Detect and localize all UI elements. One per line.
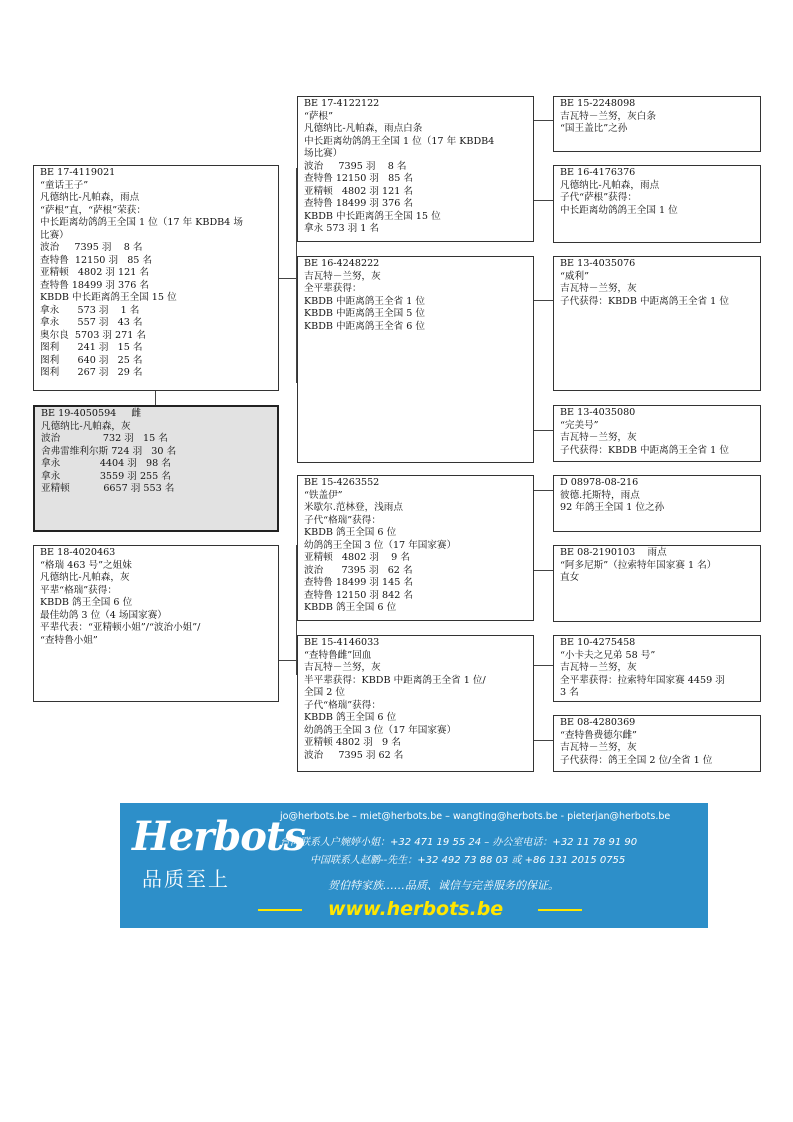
pedigree-line: 92 年鸽王全国 1 位之孙 [560,502,665,513]
pedigree-line: BE 15-4146033 [304,637,380,648]
pedigree-line: “小卡夫之兄弟 58 号” [560,649,656,661]
pedigree-line: 子代获得：鸽王全国 2 位/全省 1 位 [560,754,713,766]
banner-divider [538,909,582,911]
connector [533,740,553,741]
connector [533,120,553,121]
pedigree-line: 波治 732 羽 15 名 [41,433,168,444]
ancestor-card [553,256,761,391]
pedigree-line: 查特鲁 12150 羽 85 名 [40,254,153,266]
pedigree-line: 凡德纳比-凡帕森，雨点 [40,192,140,203]
pedigree-line: 米歇尔.范林登，浅雨点 [304,502,403,513]
pedigree-line: 波治 7395 羽 8 名 [304,160,407,172]
pedigree-line: BE 18-4020463 [40,547,116,558]
pedigree-line: 吉瓦特－兰努，灰 [560,662,637,673]
sire-sire-card [297,96,534,242]
pedigree-line: 查特鲁 18499 羽 376 名 [40,279,149,291]
pedigree-line: “铁盖伊” [304,489,343,501]
pedigree-line: 吉瓦特－兰努，灰 [304,662,381,673]
pedigree-line: 吉瓦特－兰努，灰 [560,283,637,294]
pedigree-line: 凡德纳比-凡帕森，灰 [40,572,130,583]
pedigree-line: 亚精顿 4802 羽 121 名 [304,185,413,197]
pedigree-line: 吉瓦特－兰努，灰 [304,270,381,282]
pedigree-line: 凡德纳比-凡帕森，灰 [41,420,131,432]
ancestor-card [553,405,761,462]
pedigree-line: “完美号” [560,419,599,431]
pedigree-line: KBDB 中距离鸽王全国 5 位 [304,308,425,319]
pedigree-line: 幼鸽鸽王全国 3 位（17 年国家赛） [304,539,457,551]
pedigree-line: 全国 2 位 [304,687,345,698]
pedigree-line: 凡德纳比-凡帕森，雨点 [560,179,660,191]
pedigree-line: 奥尔良 5703 羽 271 名 [40,329,146,341]
connector [155,391,156,405]
pedigree-line: 拿永 573 羽 1 名 [304,223,379,234]
pedigree-line: 查特鲁 12150 羽 842 名 [304,589,413,601]
pedigree-line: 幼鸽鸽王全国 3 位（17 年国家赛） [304,724,457,736]
pedigree-line: BE 15-2248098 [560,98,636,109]
connector [278,660,297,661]
pedigree-line: 吉瓦特－兰努，灰 [560,742,637,753]
pedigree-line: 波治 7395 羽 62 名 [304,564,413,576]
pedigree-line: 查特鲁 12150 羽 85 名 [304,173,413,184]
pedigree-line: KBDB 鸽王全国 6 位 [304,602,397,613]
pedigree-line: KBDB 鸽王全国 6 位 [40,597,133,608]
pedigree-line: KBDB 鸽王全国 6 位 [304,712,397,723]
pedigree-line: 平辈“格瑞”获得： [40,584,117,596]
pedigree-line: 平辈代表：“亚精顿小姐”/“波治小姐”/ [40,622,201,633]
banner-divider [258,909,302,911]
pedigree-line: BE 10-4275458 [560,637,636,648]
pedigree-line: 3 名 [560,687,579,698]
pedigree-line: “查特鲁雌”回血 [304,649,372,661]
pedigree-line: “威利” [560,270,589,282]
banner-taiwan-contact: 台湾联系人户婉婷小姐：+32 471 19 55 24 – 办公室电话：+32 11 78 91 90 [280,837,638,848]
pedigree-line: 子代获得：KBDB 中距离鸽王全省 1 位 [560,295,729,307]
herbots-banner [120,803,708,928]
pedigree-line: “国王盖比”之孙 [560,123,628,134]
pedigree-line: BE 16-4176376 [560,167,636,178]
pedigree-line: 亚精顿 4802 羽 9 名 [304,552,410,563]
pedigree-line: 亚精顿 6657 羽 553 名 [41,483,175,494]
ancestor-card [553,635,761,702]
pedigree-line: 拿永 4404 羽 98 名 [41,458,171,469]
pedigree-line: KBDB 中长距离鸽王全国 15 位 [304,210,441,222]
banner-slogan: 品质至上 [142,867,230,891]
pedigree-line: KBDB 鸽王全国 6 位 [304,527,397,538]
pedigree-line: 中长距离幼鸽鸽王全国 1 位（17 年 KBDB4 [304,135,495,147]
pedigree-line: 查特鲁 18499 羽 145 名 [304,577,413,588]
pedigree-line: 全平辈获得：拉索特年国家赛 4459 羽 [560,674,725,686]
connector [533,570,553,571]
pedigree-line: BE 13-4035080 [560,407,636,418]
pedigree-line: 图利 267 羽 29 名 [40,367,143,378]
sire-card [33,165,279,391]
dam-card [33,545,279,702]
connector [278,278,297,279]
banner-china-contact: 中国联系人赵鹏--先生：+32 492 73 88 03 或 +86 131 2015 0755 [310,855,626,866]
dam-dam-card [297,635,534,772]
banner-emails: jo@herbots.be – miet@herbots.be – wangting@herbots.be - pieterjan@herbots.be [280,811,671,822]
pedigree-line: KBDB 中距离鸽王全省 1 位 [304,295,425,307]
connector [533,430,553,431]
pedigree-line: 子代获得：KBDB 中距离鸽王全省 1 位 [560,444,729,456]
pedigree-line: “阿多尼斯”（拉索特年国家赛 1 名） [560,559,717,571]
herbots-logo: Herbots [132,813,305,860]
connector [533,665,553,666]
ancestor-card [553,96,761,152]
pedigree-line: BE 16-4248222 [304,258,380,269]
pedigree-line: “格瑞 463 号”之姐妹 [40,559,132,571]
pedigree-line: 子代“萨根”获得： [560,192,637,203]
banner-tagline: 贺伯特家族……品质、诚信与完善服务的保证。 [328,879,559,892]
pedigree-line: 凡德纳比-凡帕森，雨点白条 [304,123,423,134]
pedigree-line: 彼德.托斯特，雨点 [560,489,640,501]
pedigree-line: 亚精顿 4802 羽 9 名 [304,737,401,748]
pedigree-line: BE 15-4263552 [304,477,380,488]
connector [533,300,553,301]
dam-sire-card [297,475,534,621]
pedigree-line: BE 19-4050594 雌 [41,408,142,419]
pedigree-line: “查特鲁小姐” [40,634,98,646]
pedigree-line: 图利 640 羽 25 名 [40,354,143,366]
pedigree-line: 子代“格瑞”获得： [304,514,381,526]
pedigree-line: 中长距离幼鸽鸽王全国 1 位 [560,204,678,216]
banner-url[interactable]: www.herbots.be [328,898,504,920]
pedigree-line: 直女 [560,572,580,583]
pedigree-line: 吉瓦特－兰努，灰 [560,432,637,443]
pedigree-line: BE 13-4035076 [560,258,636,269]
pedigree-line: 亚精顿 4802 羽 121 名 [40,267,149,278]
pedigree-line: KBDB 中距离鸽王全省 6 位 [304,320,425,332]
pedigree-line: BE 08-2190103 雨点 [560,547,667,558]
pedigree-line: 图利 241 羽 15 名 [40,342,143,353]
pedigree-line: “萨根”直，“萨根”荣获： [40,204,146,216]
pedigree-line: 拿永 557 羽 43 名 [40,317,143,328]
pedigree-line: 最佳幼鸽 3 位（4 场国家赛） [40,609,167,621]
pedigree-line: 查特鲁 18499 羽 376 名 [304,198,413,209]
pedigree-line: 比赛） [40,229,69,241]
pedigree-line: BE 08-4280369 [560,717,636,728]
sire-dam-card [297,256,534,463]
pedigree-line: D 08978-08-216 [560,477,639,488]
ancestor-card [553,475,761,532]
pedigree-line: 半平辈获得：KBDB 中距离鸽王全省 1 位/ [304,674,486,686]
pedigree-line: 场比赛） [304,148,343,159]
pedigree-line: 波治 7395 羽 8 名 [40,242,143,253]
pedigree-line: “萨根” [304,110,333,122]
pedigree-line: BE 17-4119021 [40,167,116,178]
connector [533,490,553,491]
connector [533,200,553,201]
pedigree-line: BE 17-4122122 [304,98,380,109]
pedigree-line: “查特鲁费德尔雌” [560,729,637,741]
ancestor-card [553,715,761,772]
pedigree-line: 波治 7395 羽 62 名 [304,749,404,761]
ancestor-card [553,545,761,622]
pedigree-line: 拿永 573 羽 1 名 [40,304,140,316]
pedigree-line: KBDB 中长距离鸽王全国 15 位 [40,292,177,303]
pedigree-line: 拿永 3559 羽 255 名 [41,470,171,482]
pedigree-line: 全平辈获得： [304,283,362,294]
pedigree-line: 舍弗雷维利尔斯 724 羽 30 名 [41,445,177,457]
pedigree-line: 吉瓦特－兰努，灰白条 [560,110,656,122]
subject-pigeon-card [33,405,279,532]
pedigree-line: 子代“格瑞”获得： [304,699,381,711]
pedigree-line: 中长距离幼鸽鸽王全国 1 位（17 年 KBDB4 场 [40,217,243,228]
ancestor-card [553,165,761,243]
pedigree-line: “童话王子” [40,179,89,191]
